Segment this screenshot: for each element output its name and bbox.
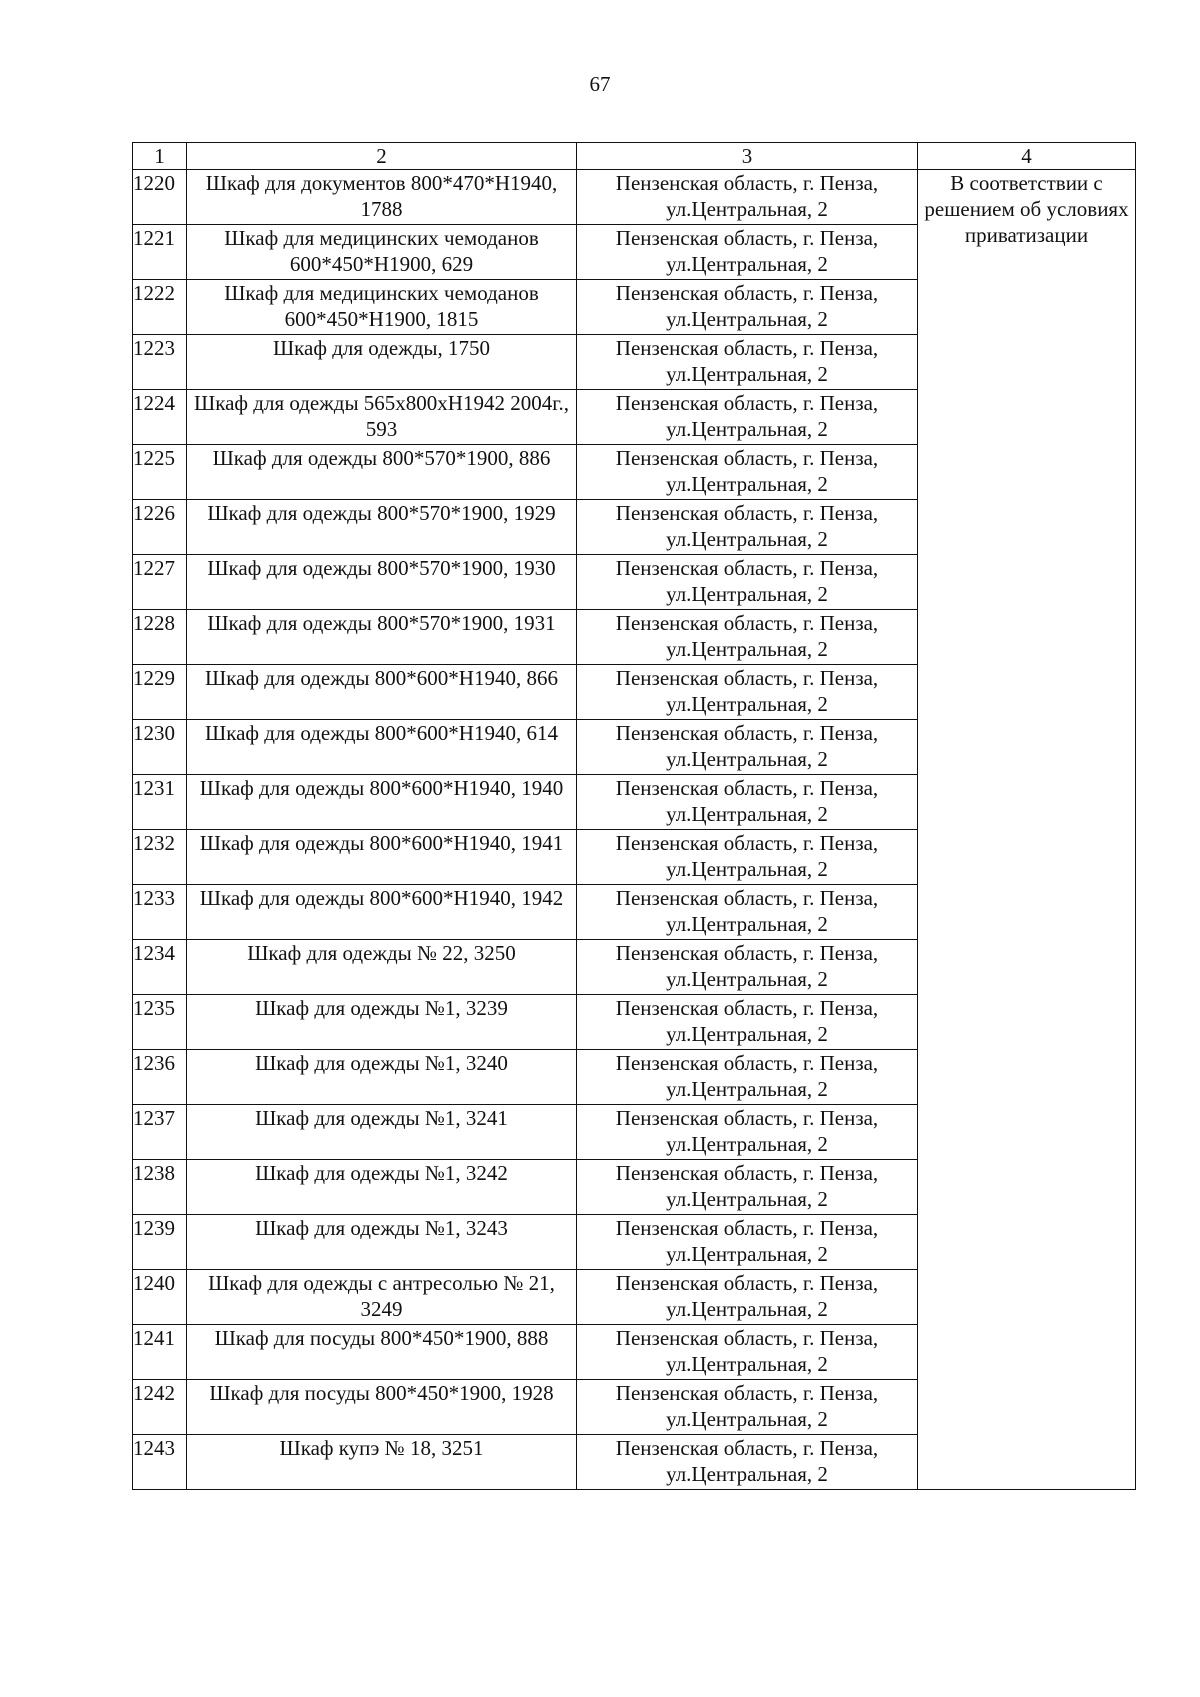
row-number-cell: 1243 [133, 1435, 187, 1490]
row-number-cell: 1226 [133, 500, 187, 555]
item-name-cell: Шкаф для посуды 800*450*1900, 1928 [187, 1380, 577, 1435]
address-cell: Пензенская область, г. Пенза, ул.Центральная, 2 [577, 775, 918, 830]
row-number-cell: 1227 [133, 555, 187, 610]
row-number-cell: 1231 [133, 775, 187, 830]
row-number-cell: 1232 [133, 830, 187, 885]
item-name-cell: Шкаф для одежды 800*570*1900, 1931 [187, 610, 577, 665]
item-name-cell: Шкаф для одежды №1, 3243 [187, 1215, 577, 1270]
item-name-cell: Шкаф для медицинских чемоданов 600*450*H1900, 1815 [187, 280, 577, 335]
item-name-cell: Шкаф для одежды с антресолью № 21, 3249 [187, 1270, 577, 1325]
row-number-cell: 1230 [133, 720, 187, 775]
address-cell: Пензенская область, г. Пенза, ул.Центральная, 2 [577, 1050, 918, 1105]
row-number-cell: 1225 [133, 445, 187, 500]
address-cell: Пензенская область, г. Пенза, ул.Центральная, 2 [577, 940, 918, 995]
address-cell: Пензенская область, г. Пенза, ул.Центральная, 2 [577, 1160, 918, 1215]
address-cell: Пензенская область, г. Пенза, ул.Центральная, 2 [577, 1270, 918, 1325]
row-number-cell: 1224 [133, 390, 187, 445]
address-cell: Пензенская область, г. Пенза, ул.Центральная, 2 [577, 335, 918, 390]
address-cell: Пензенская область, г. Пенза, ул.Центральная, 2 [577, 500, 918, 555]
item-name-cell: Шкаф для одежды 800*600*H1940, 1941 [187, 830, 577, 885]
item-name-cell: Шкаф купэ № 18, 3251 [187, 1435, 577, 1490]
page-number: 67 [589, 72, 611, 96]
item-name-cell: Шкаф для одежды 800*570*1900, 886 [187, 445, 577, 500]
address-cell: Пензенская область, г. Пенза, ул.Центральная, 2 [577, 170, 918, 225]
row-number-cell: 1220 [133, 170, 187, 225]
address-cell: Пензенская область, г. Пенза, ул.Центральная, 2 [577, 555, 918, 610]
item-name-cell: Шкаф для посуды 800*450*1900, 888 [187, 1325, 577, 1380]
address-cell: Пензенская область, г. Пенза, ул.Центральная, 2 [577, 1435, 918, 1490]
column-header-3: 3 [577, 143, 918, 170]
address-cell: Пензенская область, г. Пенза, ул.Центральная, 2 [577, 1325, 918, 1380]
address-cell: Пензенская область, г. Пенза, ул.Центральная, 2 [577, 225, 918, 280]
table-header-row [133, 143, 1136, 170]
row-number-cell: 1235 [133, 995, 187, 1050]
property-table [132, 142, 1136, 1490]
column-header-1: 1 [133, 143, 187, 170]
item-name-cell: Шкаф для одежды №1, 3241 [187, 1105, 577, 1160]
item-name-cell: Шкаф для одежды 800*570*1900, 1929 [187, 500, 577, 555]
address-cell: Пензенская область, г. Пенза, ул.Центральная, 2 [577, 995, 918, 1050]
item-name-cell: Шкаф для одежды №1, 3242 [187, 1160, 577, 1215]
address-cell: Пензенская область, г. Пенза, ул.Центральная, 2 [577, 1105, 918, 1160]
address-cell: Пензенская область, г. Пенза, ул.Центральная, 2 [577, 720, 918, 775]
row-number-cell: 1221 [133, 225, 187, 280]
row-number-cell: 1229 [133, 665, 187, 720]
item-name-cell: Шкаф для медицинских чемоданов 600*450*H1900, 629 [187, 225, 577, 280]
item-name-cell: Шкаф для одежды 565х800хH1942 2004г., 593 [187, 390, 577, 445]
row-number-cell: 1240 [133, 1270, 187, 1325]
item-name-cell: Шкаф для одежды 800*600*H1940, 614 [187, 720, 577, 775]
row-number-cell: 1234 [133, 940, 187, 995]
row-number-cell: 1239 [133, 1215, 187, 1270]
row-number-cell: 1241 [133, 1325, 187, 1380]
address-cell: Пензенская область, г. Пенза, ул.Центральная, 2 [577, 390, 918, 445]
row-number-cell: 1236 [133, 1050, 187, 1105]
row-number-cell: 1228 [133, 610, 187, 665]
row-number-cell: 1238 [133, 1160, 187, 1215]
address-cell: Пензенская область, г. Пенза, ул.Центральная, 2 [577, 665, 918, 720]
address-cell: Пензенская область, г. Пенза, ул.Центральная, 2 [577, 1215, 918, 1270]
address-cell: Пензенская область, г. Пенза, ул.Центральная, 2 [577, 1380, 918, 1435]
table-row [133, 170, 1136, 225]
column-header-4: 4 [918, 143, 1136, 170]
item-name-cell: Шкаф для одежды 800*570*1900, 1930 [187, 555, 577, 610]
row-number-cell: 1237 [133, 1105, 187, 1160]
item-name-cell: Шкаф для одежды, 1750 [187, 335, 577, 390]
item-name-cell: Шкаф для одежды 800*600*H1940, 1940 [187, 775, 577, 830]
row-number-cell: 1233 [133, 885, 187, 940]
item-name-cell: Шкаф для одежды №1, 3239 [187, 995, 577, 1050]
item-name-cell: Шкаф для одежды №1, 3240 [187, 1050, 577, 1105]
address-cell: Пензенская область, г. Пенза, ул.Центральная, 2 [577, 830, 918, 885]
privatization-condition-cell: В соответствии с решением об условиях приватизации [918, 170, 1136, 1490]
item-name-cell: Шкаф для одежды № 22, 3250 [187, 940, 577, 995]
address-cell: Пензенская область, г. Пенза, ул.Центральная, 2 [577, 610, 918, 665]
item-name-cell: Шкаф для документов 800*470*H1940, 1788 [187, 170, 577, 225]
row-number-cell: 1222 [133, 280, 187, 335]
address-cell: Пензенская область, г. Пенза, ул.Центральная, 2 [577, 280, 918, 335]
row-number-cell: 1242 [133, 1380, 187, 1435]
column-header-2: 2 [187, 143, 577, 170]
address-cell: Пензенская область, г. Пенза, ул.Центральная, 2 [577, 445, 918, 500]
item-name-cell: Шкаф для одежды 800*600*H1940, 1942 [187, 885, 577, 940]
item-name-cell: Шкаф для одежды 800*600*H1940, 866 [187, 665, 577, 720]
address-cell: Пензенская область, г. Пенза, ул.Центральная, 2 [577, 885, 918, 940]
row-number-cell: 1223 [133, 335, 187, 390]
